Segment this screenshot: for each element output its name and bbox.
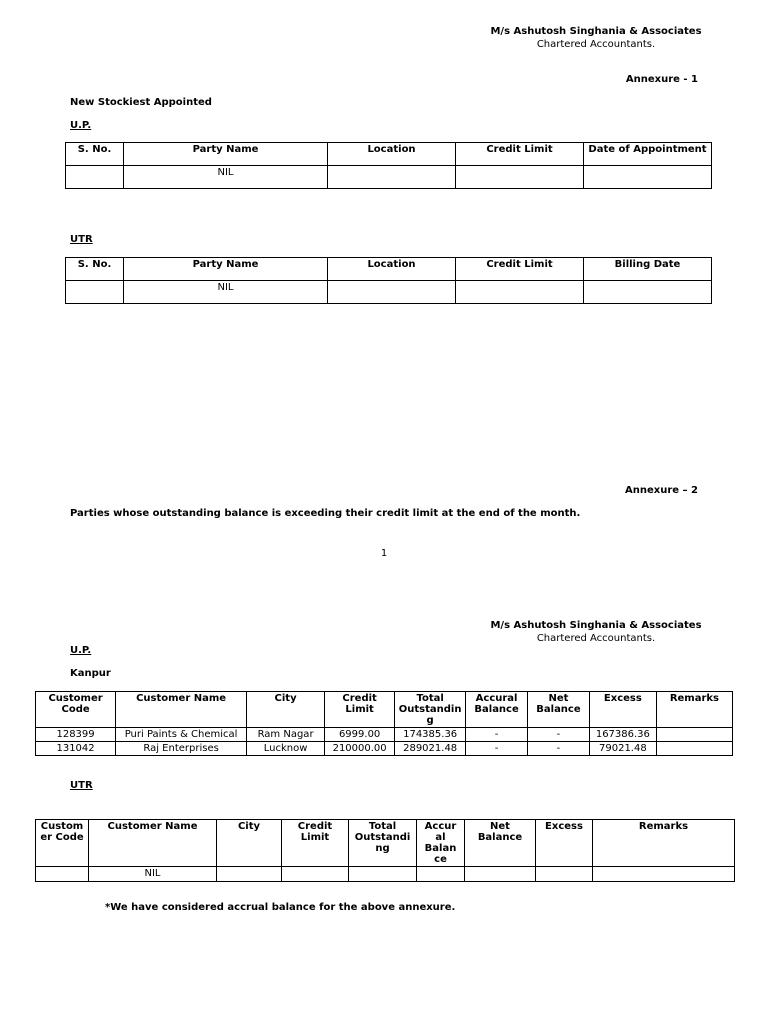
header-cell: Location	[328, 258, 456, 281]
table-cell	[66, 281, 124, 304]
table-cell: -	[466, 728, 528, 742]
table-row	[66, 166, 712, 189]
table-cell: -	[528, 728, 590, 742]
table-cell	[217, 867, 282, 882]
header-cell: Customer Name	[89, 820, 217, 867]
header-cell: Credit Limit	[325, 692, 395, 728]
annexure-2-description: Parties whose outstanding balance is exceeding their credit limit at the end of the month.	[70, 508, 581, 519]
header-cell: Billing Date	[584, 258, 712, 281]
header-cell: Credit Limit	[282, 820, 349, 867]
header-cell: Party Name	[124, 143, 328, 166]
table-row	[36, 728, 733, 742]
header-cell: Credit Limit	[456, 143, 584, 166]
header-cell: City	[217, 820, 282, 867]
header-cell: Party Name	[124, 258, 328, 281]
firm-name: M/s Ashutosh Singhania & Associates	[490, 620, 702, 631]
table-cell: Lucknow	[247, 742, 325, 756]
header-cell: Excess	[589, 692, 656, 728]
table-cell: 167386.36	[589, 728, 656, 742]
table-cell: Ram Nagar	[247, 728, 325, 742]
table-cell	[417, 867, 465, 882]
header-cell: Remarks	[656, 692, 732, 728]
table-cell	[349, 867, 417, 882]
header-cell: Location	[328, 143, 456, 166]
header-cell: Date of Appointment	[584, 143, 712, 166]
table-cell: 79021.48	[589, 742, 656, 756]
utr-label: UTR	[70, 780, 93, 791]
firm-name: M/s Ashutosh Singhania & Associates	[490, 26, 702, 37]
firm-subtitle: Chartered Accountants.	[536, 633, 656, 644]
page-number: 1	[380, 548, 388, 559]
firm-header	[446, 25, 746, 51]
table-cell	[584, 281, 712, 304]
table-cell	[593, 867, 735, 882]
table-cell	[656, 742, 732, 756]
city-label: Kanpur	[70, 668, 111, 679]
header-cell: Net Balance	[465, 820, 536, 867]
annexure-1-label: Annexure - 1	[625, 74, 698, 85]
table-cell: 289021.48	[395, 742, 466, 756]
table-cell: -	[466, 742, 528, 756]
table-cell	[465, 867, 536, 882]
annexure-2-label: Annexure – 2	[625, 485, 698, 496]
header-cell: Net Balance	[528, 692, 590, 728]
table-cell: 174385.36	[395, 728, 466, 742]
table-header-row	[66, 143, 712, 166]
table-cell	[328, 281, 456, 304]
table-cell	[36, 867, 89, 882]
table-header-row	[66, 258, 712, 281]
table-cell	[282, 867, 349, 882]
table-cell	[328, 166, 456, 189]
table-cell: NIL	[124, 166, 328, 189]
header-cell: Total Outstandi ng	[349, 820, 417, 867]
header-cell: Customer Name	[116, 692, 247, 728]
table-cell	[656, 728, 732, 742]
header-cell: Remarks	[593, 820, 735, 867]
table-cell: NIL	[89, 867, 217, 882]
table-cell: 210000.00	[325, 742, 395, 756]
up-label: U.P.	[70, 645, 92, 656]
table-cell	[584, 166, 712, 189]
credit-exceed-utr-table	[35, 819, 735, 882]
section-title: New Stockiest Appointed	[70, 97, 212, 108]
header-cell: Accural Balance	[466, 692, 528, 728]
utr-label: UTR	[70, 234, 93, 245]
footnote: *We have considered accrual balance for the above annexure.	[105, 902, 456, 913]
header-cell: City	[247, 692, 325, 728]
table-cell: Puri Paints & Chemical	[116, 728, 247, 742]
header-cell: Custom er Code	[36, 820, 89, 867]
table-cell	[536, 867, 593, 882]
table-cell	[456, 166, 584, 189]
table-cell: 131042	[36, 742, 116, 756]
new-stockiest-utr-table	[65, 257, 712, 304]
header-cell: Excess	[536, 820, 593, 867]
header-cell: S. No.	[66, 143, 124, 166]
table-cell: 6999.00	[325, 728, 395, 742]
header-cell: Total Outstandin g	[395, 692, 466, 728]
firm-subtitle: Chartered Accountants.	[536, 39, 656, 50]
header-cell: Customer Code	[36, 692, 116, 728]
table-cell: -	[528, 742, 590, 756]
new-stockiest-up-table	[65, 142, 712, 189]
firm-header	[446, 619, 746, 645]
table-cell	[66, 166, 124, 189]
table-row	[36, 867, 735, 882]
table-cell	[456, 281, 584, 304]
header-cell: Accur al Balan ce	[417, 820, 465, 867]
header-cell: S. No.	[66, 258, 124, 281]
up-label: U.P.	[70, 120, 92, 131]
table-row	[66, 281, 712, 304]
table-cell: 128399	[36, 728, 116, 742]
table-header-row	[36, 820, 735, 867]
header-cell: Credit Limit	[456, 258, 584, 281]
table-cell: Raj Enterprises	[116, 742, 247, 756]
table-row	[36, 742, 733, 756]
credit-exceed-up-table	[35, 691, 733, 756]
table-header-row	[36, 692, 733, 728]
table-cell: NIL	[124, 281, 328, 304]
